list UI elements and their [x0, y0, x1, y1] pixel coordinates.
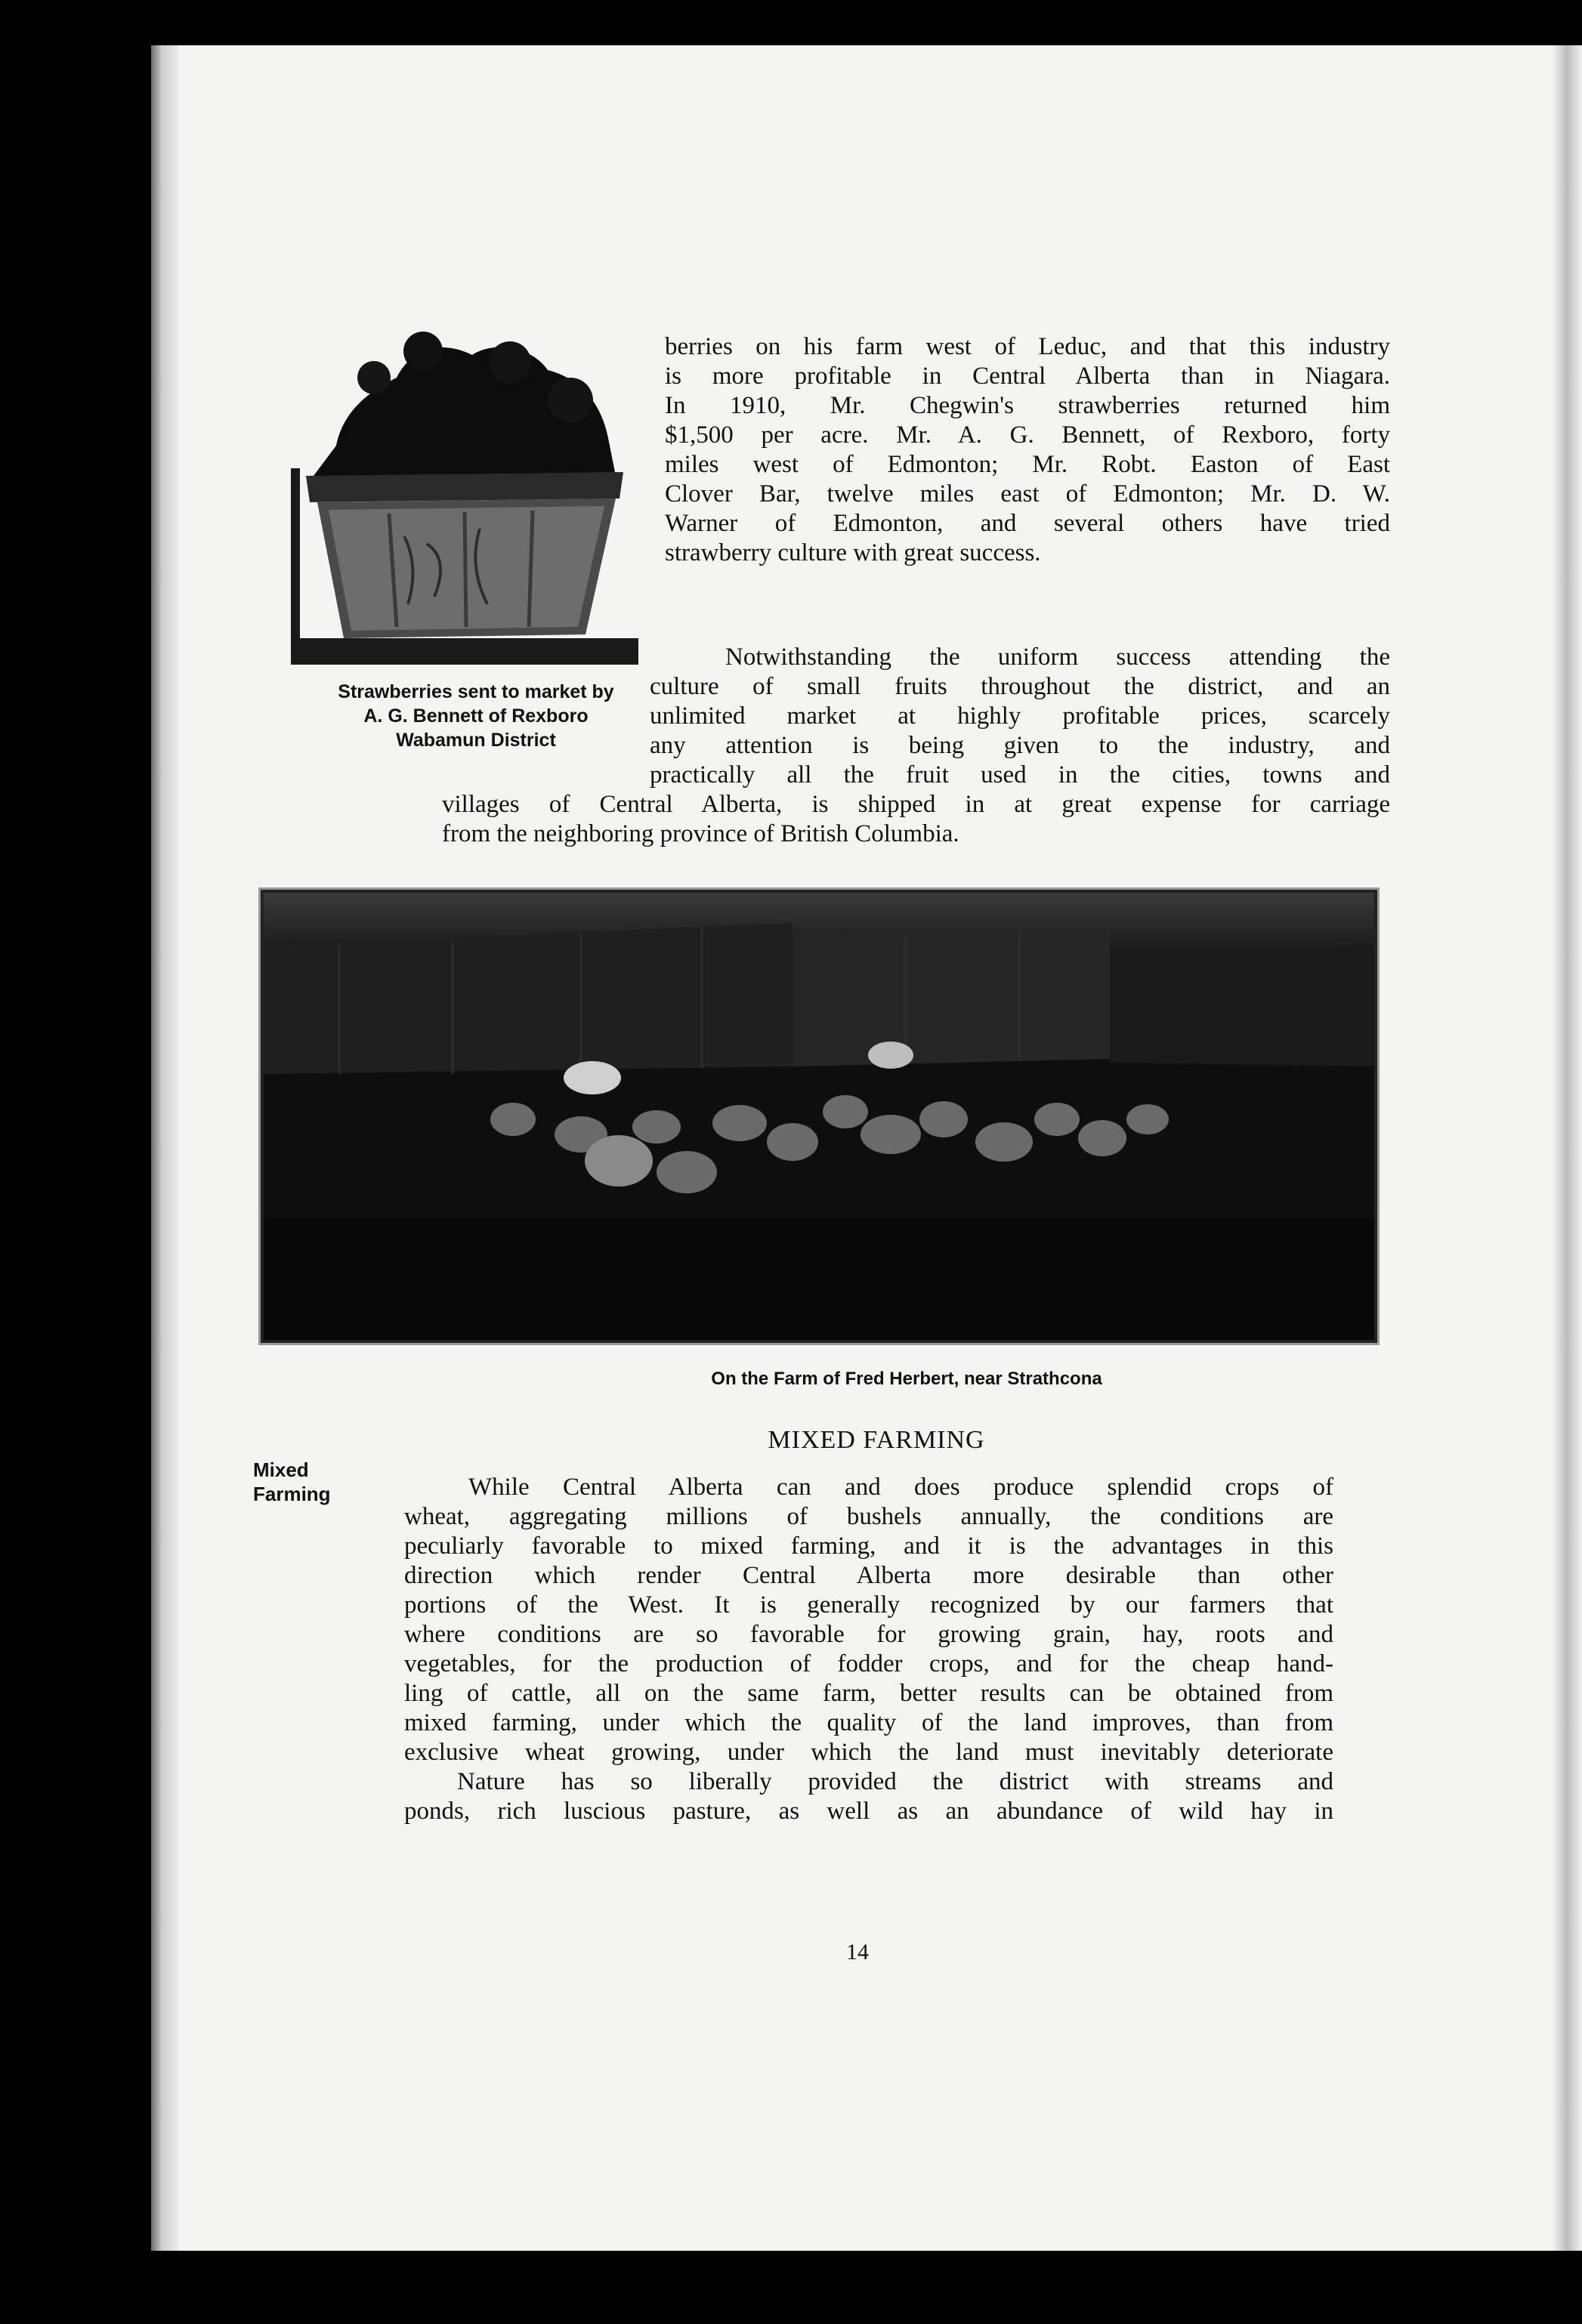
farm-photo-caption: On the Farm of Fred Herbert, near Strathcona	[711, 1369, 1102, 1389]
text-line: mixed farming, under which the quality of the land improves, than from	[404, 1709, 1333, 1736]
text-line: strawberry culture with great success.	[665, 539, 1041, 566]
text-line: unlimited market at highly profitable prices, scarcely	[650, 702, 1390, 730]
text-line: culture of small fruits throughout the district, and an	[650, 673, 1390, 700]
margin-label-line: Farming	[253, 1483, 331, 1505]
text-line: peculiarly favorable to mixed farming, and it is the advantages in this	[404, 1532, 1333, 1560]
paragraph-mixed-farming	[404, 1473, 1333, 1826]
text-line: from the neighboring province of British Columbia.	[442, 820, 959, 847]
caption-line: Strawberries sent to market by	[338, 681, 614, 702]
text-line: practically all the fruit used in the cities, towns and	[650, 761, 1390, 789]
text-line: villages of Central Alberta, is shipped in at great expense for carriage	[442, 791, 1390, 818]
margin-label-line: Mixed	[253, 1458, 309, 1481]
text-line: wheat, aggregating millions of bushels annually, the conditions are	[404, 1503, 1333, 1530]
text-line: ponds, rich luscious pasture, as well as an abundance of wild hay in	[404, 1798, 1333, 1825]
section-heading: MIXED FARMING	[768, 1426, 985, 1454]
text-line: Warner of Edmonton, and several others have tried	[665, 510, 1390, 537]
text-line: portions of the West. It is generally recognized by our farmers that	[404, 1591, 1333, 1619]
farm-sheep-photo	[261, 890, 1377, 1343]
text-line: Nature has so liberally provided the district with streams and	[457, 1768, 1333, 1795]
text-line: where conditions are so favorable for growing grain, hay, roots and	[404, 1621, 1333, 1648]
text-line: vegetables, for the production of fodder crops, and for the cheap hand-	[404, 1650, 1333, 1677]
strawberry-photo-caption	[317, 680, 635, 752]
text-line: exclusive wheat growing, under which the land must inevitably deteriorate	[404, 1739, 1333, 1766]
text-line: any attention is being given to the industry, and	[650, 732, 1390, 759]
text-line: Notwithstanding the uniform success attending the	[725, 643, 1390, 671]
paragraph-strawberry-growers	[665, 332, 1390, 568]
caption-line: Wabamun District	[396, 730, 556, 751]
text-line: In 1910, Mr. Chegwin's strawberries returned him	[665, 392, 1390, 419]
page-binding-edge	[151, 45, 178, 2251]
text-line: miles west of Edmonton; Mr. Robt. Easton of East	[665, 451, 1390, 478]
text-line: berries on his farm west of Leduc, and that this industry	[665, 333, 1390, 360]
page-right-edge	[1552, 45, 1582, 2251]
paragraph-small-fruits	[650, 643, 1390, 790]
text-line: Clover Bar, twelve miles east of Edmonton; Mr. D. W.	[665, 480, 1390, 508]
text-line: is more profitable in Central Alberta than in Niagara.	[665, 363, 1390, 390]
caption-line: A. G. Bennett of Rexboro	[363, 705, 589, 727]
text-line: While Central Alberta can and does produce splendid crops of	[468, 1474, 1333, 1501]
page-number: 14	[846, 1940, 869, 1964]
strawberry-crate-photo	[291, 317, 638, 665]
margin-label-mixed-farming	[253, 1458, 331, 1506]
text-line: ling of cattle, all on the same farm, better results can be obtained from	[404, 1680, 1333, 1707]
paragraph-small-fruits-continued	[442, 790, 1390, 849]
text-line: direction which render Central Alberta more desirable than other	[404, 1562, 1333, 1589]
text-line: $1,500 per acre. Mr. A. G. Bennett, of Rexboro, forty	[665, 421, 1390, 449]
